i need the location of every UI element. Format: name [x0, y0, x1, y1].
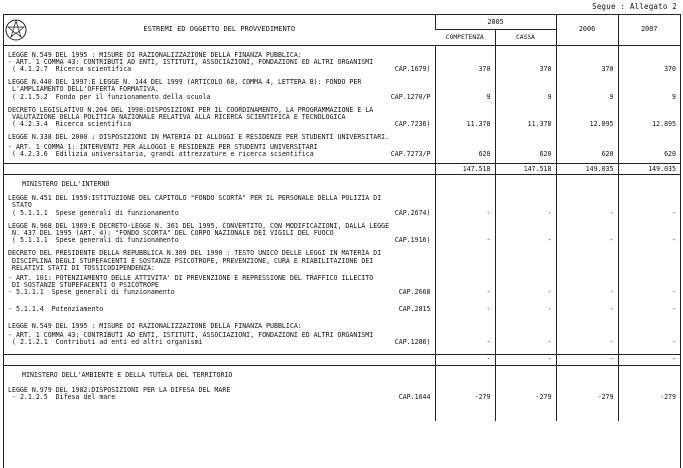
value-cell: - — [495, 323, 556, 347]
law-text: RELATIVI STATI DI TOSSICODIPENDENZA: — [12, 263, 155, 272]
table-row — [4, 79, 680, 101]
value-cell: - — [556, 223, 618, 245]
item-text: - 5.1.1.4 Potenziamento — [8, 304, 104, 313]
value-cell: 620 — [495, 134, 556, 158]
table-row — [4, 195, 680, 217]
column-title-cell — [4, 15, 435, 46]
table-row — [4, 223, 680, 245]
value-cell: -279 — [495, 387, 556, 401]
law-text: LEGGE N.968 DEL 1969:E DECRETO-LEGGE N. 361 DEL 1995, CONVERTITO, CON MODIFICAZIONI, DALLA LEGGE — [8, 221, 390, 230]
year-2007-header: 2007 — [618, 15, 680, 46]
value-cell: 12.895 — [556, 107, 618, 129]
column-title: ESTREMI ED OGGETTO DEL PROVVEDIMENTO — [143, 25, 296, 34]
table-row — [4, 250, 680, 296]
year-2006-header: 2006 — [556, 15, 618, 46]
article-text: - ART. 101: POTENZIAMENTO DELLE ATTIVITA' DI PREVENZIONE E REPRESSIONE DEL TRAFFICO ILLECITO — [8, 273, 374, 282]
ministry-heading: MINISTERO DELL'INTERNO — [22, 179, 110, 188]
item-text: ( 4.2.3.4 Ricerca scientifica — [12, 120, 132, 129]
value-cell: 620 — [435, 134, 495, 158]
item-text: - 5.1.1.1 Spese generali di funzionamento — [8, 288, 175, 297]
cap-code: CAP.2674) — [394, 208, 431, 217]
value-cell: - — [435, 323, 495, 347]
item-text: - 2.1.2.5 Difesa del mare — [12, 392, 116, 401]
law-text: LEGGE N.440 DEL 1997:E LEGGE N. 144 DEL 1999 (ARTICOLO 68, COMMA 4, LETTERA B): FONDO PER — [8, 78, 362, 87]
value-cell: - — [435, 250, 495, 296]
cap-code: CAP.1270/P — [390, 92, 431, 101]
value-cell: - — [618, 223, 680, 245]
value-cell: - — [618, 250, 680, 296]
total-cell: - — [495, 354, 556, 365]
table-row — [4, 306, 680, 313]
value-cell: - — [556, 195, 618, 217]
item-text: ( 2.1.2.1 Contributi ad enti ed altri organismi — [12, 338, 203, 347]
value-cell: - — [435, 195, 495, 217]
law-text: LEGGE N.549 DEL 1995 : MISURE DI RAZIONALIZZAZIONE DELLA FINANZA PUBBLICA: — [8, 321, 302, 330]
year-2005-header: 2005 — [435, 15, 556, 30]
total-cell: 149.035 — [556, 164, 618, 175]
article-text: DI SOSTANZE STUPEFACENTI O PSICOTROPE — [12, 281, 159, 290]
value-cell: - — [495, 223, 556, 245]
value-cell: 11.378 — [435, 107, 495, 129]
law-text: VALUTAZIONE DELLA POLITICA NAZIONALE RELATIVA ALLA RICERCA SCIENTIFICA E TECNOLOGICA — [12, 112, 346, 121]
value-cell: - — [556, 250, 618, 296]
value-cell: - — [435, 306, 495, 313]
article-text: - ART. 1 COMMA 1: INTERVENTI PER ALLOGGI E RESIDENZE PER STUDENTI UNIVERSITARI — [8, 142, 318, 151]
law-text: DISCIPLINA DEGLI STUPEFACENTI E SOSTANZE PSICOTROPE, PREVENZIONE, CURA E RIABILITAZIONE DEI — [12, 256, 374, 265]
value-cell: - — [435, 223, 495, 245]
law-text: LEGGE N.451 DEL 1959:ISTITUZIONE DEL CAPITOLO "FONDO SCORTA" PER IL PERSONALE DELLA POLIZIA DI — [8, 194, 382, 203]
total-row — [4, 164, 680, 175]
item-text: ( 2.1.5.2 Fondo per il funzionamento della scuola — [12, 92, 211, 101]
law-text: LEGGE N.338 DEL 2000 : DISPOSIZIONI IN MATERIA DI ALLOGGI E RESIDENZE PER STUDENTI UNIVERSITARI. — [8, 133, 390, 142]
article-text: - ART. 1 COMMA 43: CONTRIBUTI AD ENTI, ISTITUTI, ASSOCIAZIONI, FONDAZIONI ED ALTRI ORGANISMI — [8, 330, 374, 339]
document-page — [3, 14, 681, 468]
total-row — [4, 354, 680, 365]
value-cell: -279 — [556, 387, 618, 401]
value-cell: 9 — [618, 79, 680, 101]
law-text: N. 437 DEL 1995 (ART. 4): "FONDO SCORTA" DEL CORPO NAZIONALE DEI VIGILI DEL FUOCO — [12, 228, 334, 237]
table-row — [4, 107, 680, 129]
value-cell: 9 — [495, 79, 556, 101]
total-cell: - — [556, 354, 618, 365]
total-cell: 147.518 — [495, 164, 556, 175]
value-cell: 370 — [495, 52, 556, 74]
cap-code: CAP.1916) — [394, 236, 431, 245]
law-text: STATO — [12, 201, 32, 210]
value-cell: 9 — [556, 79, 618, 101]
cap-code: CAP.7273/P — [390, 149, 431, 158]
total-cell: - — [618, 354, 680, 365]
item-text: ( 5.1.1.1 Spese generali di funzionamento — [12, 236, 179, 245]
item-text: ( 4.2.3.6 Edilizia universitaria, grandi attrezzature e ricerca scientifica — [12, 149, 314, 158]
header-allegato: Segue : Allegato 2 — [592, 2, 677, 11]
item-text: ( 4.1.2.7 Ricerca scientifica — [12, 64, 132, 73]
cap-code: CAP.7236) — [394, 120, 431, 129]
value-cell: 12.895 — [618, 107, 680, 129]
table-row — [4, 134, 680, 158]
republic-emblem-icon — [4, 17, 28, 43]
value-cell: - — [556, 306, 618, 313]
provvedimenti-table — [4, 15, 680, 421]
value-cell: - — [556, 323, 618, 347]
article-text: - ART. 1 COMMA 43: CONTRIBUTI AD ENTI, ISTITUTI, ASSOCIAZIONI, FONDAZIONI ED ALTRI ORGANISMI — [8, 57, 374, 66]
value-cell: - — [618, 323, 680, 347]
law-text: LEGGE N.979 DEL 1982:DISPOSIZIONI PER LA DIFESA DEL MARE — [8, 385, 231, 394]
law-text: L'AMPLIAMENTO DELL'OFFERTA FORMATIVA. — [12, 85, 159, 94]
value-cell: 11.378 — [495, 107, 556, 129]
value-cell: 370 — [618, 52, 680, 74]
value-cell: - — [618, 195, 680, 217]
total-cell: - — [435, 354, 495, 365]
total-cell: 147.518 — [435, 164, 495, 175]
table-row — [4, 387, 680, 401]
value-cell: 370 — [435, 52, 495, 74]
cap-code: CAP.1286) — [394, 338, 431, 347]
value-cell: - — [495, 195, 556, 217]
value-cell: -279 — [435, 387, 495, 401]
value-cell: 9 — [435, 79, 495, 101]
total-cell: 149.035 — [618, 164, 680, 175]
table-row — [4, 52, 680, 74]
cap-code: CAP.1679) — [394, 64, 431, 73]
value-cell: 620 — [618, 134, 680, 158]
ministry-heading: MINISTERO DELL'AMBIENTE E DELLA TUTELA DEL TERRITORIO — [22, 371, 233, 380]
value-cell: 370 — [556, 52, 618, 74]
value-cell: 620 — [556, 134, 618, 158]
law-text: LEGGE N.549 DEL 1995 : MISURE DI RAZIONALIZZAZIONE DELLA FINANZA PUBBLICA: — [8, 50, 302, 59]
value-cell: - — [618, 306, 680, 313]
item-text: ( 5.1.1.1 Spese generali di funzionamento — [12, 208, 179, 217]
cap-code: CAP.1644 — [398, 392, 431, 401]
law-text: DECRETO LEGISLATIVO N.204 DEL 1998:DISPOSIZIONI PER IL COORDINAMENTO, LA PROGRAMMAZIONE E LA — [8, 105, 374, 114]
table-row — [4, 323, 680, 347]
cassa-header: CASSA — [495, 30, 556, 46]
cap-code: CAP.2815 — [398, 304, 431, 313]
value-cell: - — [495, 306, 556, 313]
value-cell: -279 — [618, 387, 680, 401]
cap-code: CAP.2668 — [398, 288, 431, 297]
law-text: DECRETO DEL PRESIDENTE DELLA REPUBBLICA N.309 DEL 1990 : TESTO UNICO DELLE LEGGI IN MATERIA DI — [8, 249, 382, 258]
value-cell: - — [495, 250, 556, 296]
competenza-header: COMPETENZA — [435, 30, 495, 46]
